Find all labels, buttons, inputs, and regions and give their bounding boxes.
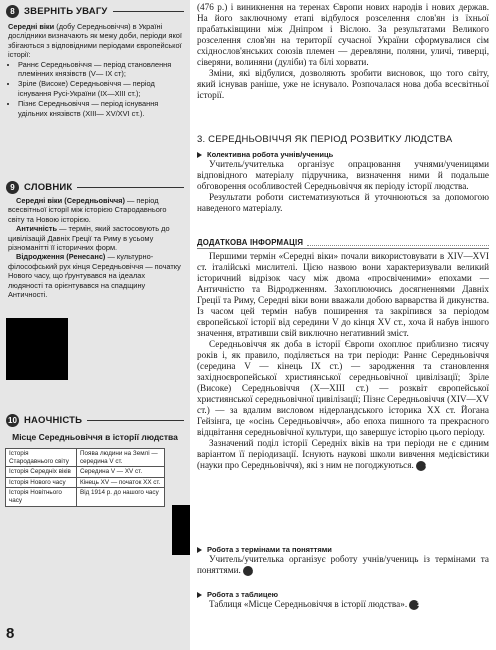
- table-row: [6, 449, 165, 467]
- intro-block: [197, 2, 489, 101]
- dictionary-entry: [0, 252, 190, 299]
- illustration-image: [172, 505, 190, 555]
- attention-list: [0, 60, 190, 118]
- dictionary-header: [0, 181, 190, 194]
- triangle-bullet-icon: [197, 152, 202, 158]
- dictionary-term: Античність: [16, 224, 58, 234]
- dictionary-term: Відродження (Ренесанс): [16, 252, 106, 262]
- divider: [77, 187, 184, 188]
- dotted-rule: [307, 240, 489, 246]
- paragraph: Середньовіччя як доба в історії Європи охоплює приблизно тисячу років і, як правило, поділяється на три періоди: Раннє Середньовіччя (середина V — кінець IX ст.) — зародження та становлення західноєвропейської християнської середньовічної цивілізації; Зріле (Високе) Середньовіччя (X—XIII ст.) — розквіт європейської християнської середньовічної цивілізації; Пізнє Середньовіччя (XIV—XV ст.) — за вдалим висловом нідерландського історика XX ст. Йогана Гейзінга, це «осінь Середньовіччя», або епоха пишного та прекрасного відцвітання середньовічної культури, що завершує історію цього періоду.: [197, 339, 489, 437]
- attention-intro: [0, 22, 190, 60]
- table-row: [6, 488, 165, 506]
- visual-header: [0, 414, 190, 427]
- dictionary-term: Середні віки (Середньовіччя): [16, 196, 125, 205]
- additional-info-label: ДОДАТКОВА ІНФОРМАЦІЯ: [197, 238, 304, 247]
- table-cell: Історія Новітнього часу: [6, 488, 77, 506]
- paragraph-text: Зазначений поділ історії Середніх віків на три періоди не є єдиним варіантом її періодизації. Існують наукові школи вивчення медієвістики (науки про Середньовіччя), які з ним не погоджуються.: [197, 438, 489, 470]
- attention-title: ЗВЕРНІТЬ УВАГУ: [24, 6, 108, 17]
- dictionary-body: [0, 196, 190, 299]
- dictionary-entry: [0, 224, 190, 252]
- list-item: • Пізнє Середньовіччя — період існування удільних князівств (XIII— XV/XVI ст.).: [18, 99, 182, 118]
- additional-info-block: [197, 238, 489, 471]
- reference-badge: 9: [243, 566, 253, 576]
- collective-work-heading: [197, 150, 489, 159]
- visual-title: НАОЧНІСТЬ: [24, 415, 83, 426]
- paragraph: [197, 599, 489, 610]
- attention-header: [0, 5, 190, 18]
- left-sidebar: [0, 0, 190, 650]
- paragraph: [197, 554, 489, 576]
- paragraph: Першими термін «Середні віки» почали використовувати в XIV—XVI ст. італійські мислителі. Цією назвою вони характеризували великий історичний відрізок часу між двома «просвіченими» епохами — Античністю та Відродженням. Захоплюючись досягненнями Давніх Греції та Риму, Середні віки вони вважали добою варварства й дикунства. Із часом цей термін набув поширення та закріпився за періодом європейської історії від середини V до кінця XV ст., хоча й набув іншого значення, втративши свій виключно негативний зміст.: [197, 251, 489, 338]
- table-work-heading: [197, 590, 489, 599]
- additional-info-heading: [197, 238, 489, 249]
- table-cell: Кінець XV — початок XX ст.: [77, 477, 165, 488]
- paragraph: Результати роботи систематизуються й уточнюються за допомогою наведеного матеріалу.: [197, 192, 489, 213]
- table-row: [6, 467, 165, 478]
- terms-block: [197, 545, 489, 576]
- subheading-label: Робота з таблицею: [207, 590, 279, 599]
- paragraph-text: Учитель/учителька організує роботу учнів/учениць із термінами та поняттями.: [197, 554, 489, 575]
- paragraph-text: Таблиця «Місце Середньовіччя в історії людства».: [209, 599, 408, 609]
- reference-badge: 8: [416, 461, 426, 471]
- table-cell: Історія Стародавнього світу: [6, 449, 77, 467]
- table-cell: Поява людини на Землі — середина V ст.: [77, 449, 165, 467]
- paragraph: [197, 438, 489, 471]
- terms-heading: [197, 545, 489, 554]
- list-item: • Раннє Середньовіччя — період становлення племінних князівств (V— IX ст);: [18, 60, 182, 79]
- list-item: • Зріле (Високе) Середньовіччя — період існування Русі-України (IX—XIII ст.);: [18, 79, 182, 98]
- collective-work-block: [197, 150, 489, 214]
- table-row: [6, 477, 165, 488]
- dictionary-number-badge: 9: [6, 181, 19, 194]
- subheading-label: Робота з термінами та поняттями: [207, 545, 332, 554]
- subheading-label: Колективна робота учнів/учениць: [207, 150, 334, 159]
- illustration-image: [6, 318, 68, 380]
- dictionary-definition: — культурно-філософський рух кінця Середньовіччя — початку Нового часу, що ґрунтувався на ідеалах людяності та орієнтувався на спадщину Античності.: [8, 252, 181, 300]
- triangle-bullet-icon: [197, 592, 202, 598]
- periods-table: [5, 448, 165, 507]
- paragraph: Зміни, які відбулися, дозволяють зробити висновок, що того світу, який існував раніше, уже не існувало. Розпочалася нова доба всесвітньої історії.: [197, 68, 489, 100]
- section-heading: 3. СЕРЕДНЬОВІЧЧЯ ЯК ПЕРІОД РОЗВИТКУ ЛЮДСТВА: [197, 134, 453, 145]
- paragraph: Учитель/учителька організує опрацювання учнями/ученицями відповідного матеріалу підручника, визначення ними й подальше обговорення особливостей Середньовіччя як періоду історії людства.: [197, 159, 489, 191]
- paragraph: (476 р.) і виникнення на теренах Європи нових народів і нових держав. На його заключному етапі відбулося розселення слов'ян із їхньої прабатьківщини між Дніпром і Віслою. За результатами Великого розселення слов'ян на території сучасної України сформувалися сім східнослов'янських союзів племен — деревляни, поляни, уличі, тиверці, сіверяни, волиняни (дуліби) та білі хорвати.: [197, 2, 489, 67]
- section-3: [197, 134, 489, 145]
- divider: [87, 420, 184, 421]
- attention-intro-text: (добу Середньовіччя) в Україні дослідники визначають як межу доби, періоди якої збігаються з відповідними періодами європейської історії:: [8, 22, 182, 60]
- triangle-bullet-icon: [197, 547, 202, 553]
- table-cell: Історія Нового часу: [6, 477, 77, 488]
- table-cell: Історія Середніх віків: [6, 467, 77, 478]
- table-cell: Від 1914 р. до нашого часу: [77, 488, 165, 506]
- visual-number-badge: 10: [6, 414, 19, 427]
- table-title: Місце Середньовіччя в історії людства: [12, 432, 178, 442]
- dictionary-definition: — період всесвітньої історії між історією Стародавнього світу та Новою історією.: [8, 196, 167, 224]
- dictionary-entry: [0, 196, 190, 224]
- attention-body: [0, 22, 190, 119]
- dictionary-definition: — термін, який застосовують до цивілізацій Давніх Греції та Риму в усьому різноманітті її історичних форм.: [8, 224, 170, 253]
- attention-intro-term: Середні віки: [8, 22, 55, 31]
- page-number: 8: [6, 625, 15, 642]
- attention-number-badge: 8: [6, 5, 19, 18]
- table-work-block: [197, 590, 489, 610]
- divider: [113, 11, 184, 12]
- reference-badge: 10: [409, 600, 419, 610]
- dictionary-title: СЛОВНИК: [24, 182, 73, 193]
- table-cell: Середина V — XV ст.: [77, 467, 165, 478]
